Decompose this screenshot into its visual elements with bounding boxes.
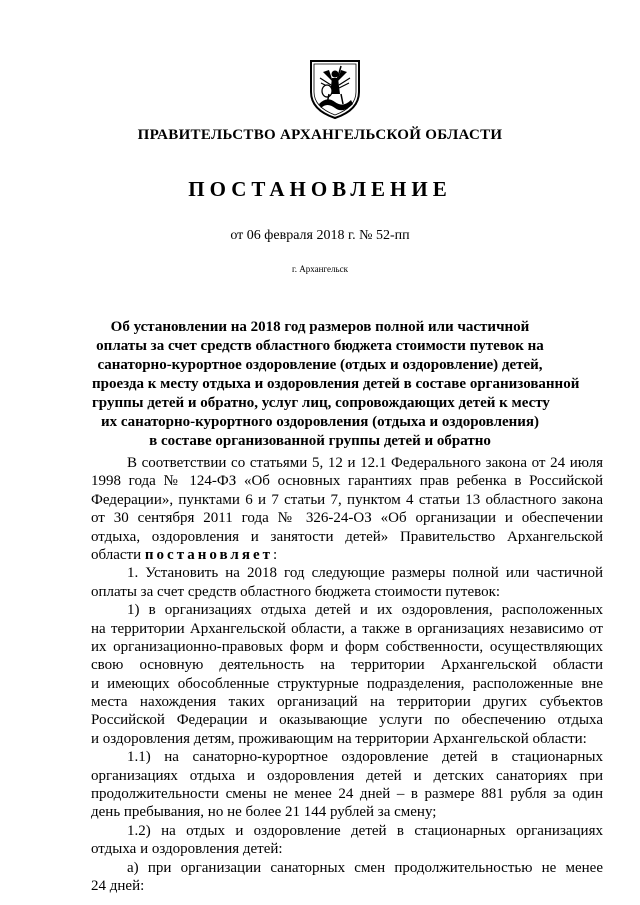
body-line: 1.1) на санаторно-курортное оздоровление детей в стационарных	[127, 749, 603, 766]
body-line-resolves	[91, 546, 603, 564]
body-line: отдыха, оздоровления и занятости детей» Правительство Архангельской	[91, 528, 603, 545]
body-line: день пребывания, но не более 21 144 рублей за смену;	[91, 804, 437, 821]
body-line: оплаты за счет средств областного бюджета стоимости путевок:	[91, 583, 501, 600]
document-type-heading: ПОСТАНОВЛЕНИЕ	[188, 177, 452, 201]
body-line: В соответствии со статьями 5, 12 и 12.1 Федерального закона от 24 июля	[127, 455, 603, 471]
resolves-keyword: постановляет	[144, 546, 273, 563]
body-line: 1. Установить на 2018 год следующие размеры полной или частичной	[127, 565, 603, 582]
body-text: области	[91, 546, 145, 563]
body-line: и оздоровления детям, проживающим на территории Архангельской области:	[91, 730, 587, 747]
body-line: 1998 года № 124-ФЗ «Об основных гарантиях прав ребенка в Российской	[91, 473, 603, 490]
government-name: ПРАВИТЕЛЬСТВО АРХАНГЕЛЬСКОЙ ОБЛАСТИ	[137, 127, 503, 143]
body-line: Российской Федерации и оказывающие услуги по обеспечению отдыха	[91, 712, 603, 729]
date-number-line: от 06 февраля 2018 г. № 52-пп	[230, 228, 410, 243]
body-line: их организационно-правовых форм и форм собственности, осуществляющих	[91, 638, 603, 655]
title-line: группы детей и обратно, услуг лиц, сопровождающих детей к месту	[92, 395, 550, 411]
body-text: :	[273, 546, 278, 563]
body-line: на территории Архангельской области, а также в организациях независимо от	[91, 620, 603, 637]
title-line: проезда к месту отдыха и оздоровления детей в составе организованной	[92, 376, 580, 392]
body-line: Федерации», пунктами 6 и 7 статьи 7, пунктом 4 статьи 13 областного закона	[91, 491, 603, 508]
body-line: а) при организации санаторных смен продолжительностью не менее	[127, 859, 603, 876]
title-line: оплаты за счет средств областного бюджета стоимости путевок на	[96, 338, 544, 354]
body-line: организациях отдыха и оздоровления детей и детских санаториях при	[91, 767, 603, 784]
body-line: 1.2) на отдых и оздоровление детей в стационарных организациях	[127, 822, 603, 839]
body-line: отдыха и оздоровления детей:	[91, 841, 283, 858]
body-line: от 30 сентября 2011 года № 326-24-ОЗ «Об организации и обеспечении	[91, 510, 603, 527]
title-line: Об установлении на 2018 год размеров полной или частичной	[110, 319, 530, 335]
coat-of-arms-emblem	[307, 58, 363, 120]
title-line: санаторно-курортное оздоровление (отдых и оздоровление) детей,	[97, 357, 543, 373]
title-line: их санаторно-курортного оздоровления (отдыха и оздоровления)	[100, 414, 540, 430]
body-line: свою основную деятельность на территории Архангельской области	[91, 657, 603, 674]
body-line: места нахождения таких организаций на территории других субъектов	[91, 694, 603, 711]
title-line: в составе организованной группы детей и обратно	[149, 433, 491, 449]
body-line: 24 дней:	[91, 877, 145, 894]
city-name: г. Архангельск	[292, 264, 348, 274]
body-line: продолжительности смены не менее 24 дней – в размере 881 рубля за один	[91, 786, 603, 803]
document-title	[92, 318, 580, 451]
body-line: и имеющих обособленные структурные подразделения, расположенные вне	[91, 675, 603, 692]
body-line: 1) в организациях отдыха детей и их оздоровления, расположенных	[127, 602, 603, 619]
document-body	[91, 454, 603, 895]
